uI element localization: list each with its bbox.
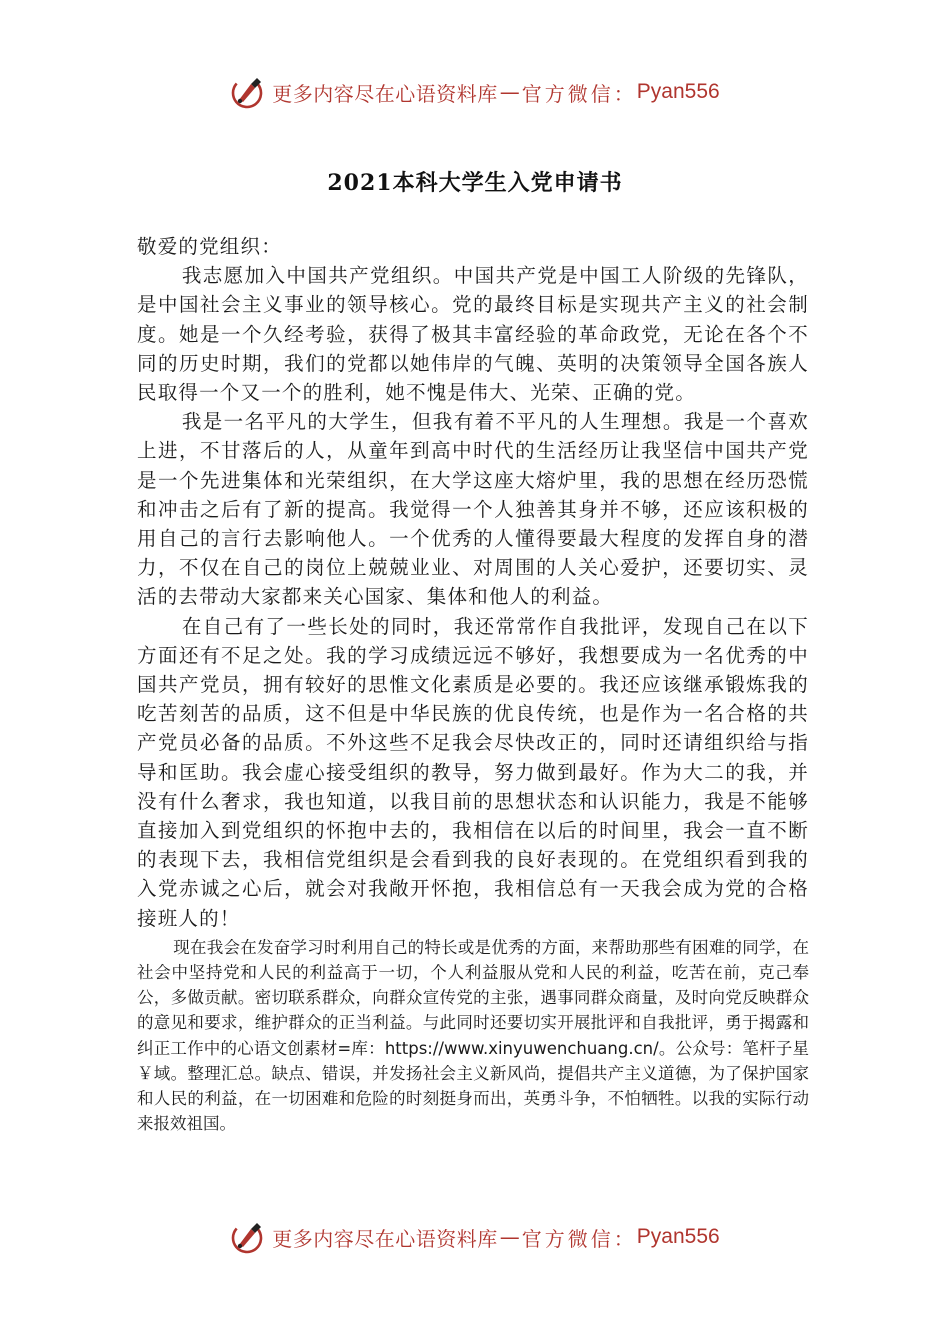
paragraph-4: 现在我会在发奋学习时利用自己的特长或是优秀的方面，来帮助那些有困难的同学，在社会中坚持党和人民的利益高于一切，个人利益服从党和人民的利益，吃苦在前，克己奉公，多做贡献。密切联系群众，向群众宣传党的主张，遇事同群众商量，及时向党反映群众的意见和要求，维护群众的正当利益。与此同时还要切实开展批评和自我批评，勇于揭露和纠正工作中的心语文创素材=库：https://www.xinyuwenchuang.cn/。公众号：笔杆子星￥域。整理汇总。缺点、错误，并发扬社会主义新风尚，提倡共产主义道德，为了保护国家和人民的利益，在一切困难和危险的时刻挺身而出，英勇斗争，不怕牺牲。以我的实际行动来报效祖国。 bbox=[137, 937, 809, 1134]
greeting: 敬爱的党组织： bbox=[137, 235, 282, 258]
document-title: 2021本科大学生入党申请书 bbox=[327, 170, 623, 196]
banner-separator: — bbox=[499, 1225, 520, 1249]
site-name-text: 更多内容尽在心语资料库 bbox=[272, 1226, 498, 1251]
paragraph-2: 我是一名平凡的大学生，但我有着不平凡的人生理想。我是一个喜欢上进，不甘落后的人，从童年到高中时代的生活经历让我坚信中国共产党是一个先进集体和光荣组织，在大学这座大熔炉里，我的思想在经历恐慌和冲击之后有了新的提高。我觉得一个人独善其身并不够，还应该积极的用自己的言行去影响他人。一个优秀的人懂得要最大程度的发挥自身的潜力，不仅在自己的岗位上兢兢业业、对周围的人关心爱护，还要切实、灵活的去带动大家都来关心国家、集体和他人的利益。 bbox=[137, 410, 809, 609]
header-banner bbox=[0, 70, 950, 114]
wechat-id: Pyan556 bbox=[636, 80, 720, 103]
brand-logo-icon bbox=[230, 74, 266, 110]
document-body bbox=[137, 232, 809, 1137]
brand-logo-icon bbox=[230, 1219, 266, 1255]
wechat-id: Pyan556 bbox=[636, 1225, 720, 1248]
banner-separator: — bbox=[499, 80, 520, 104]
official-label: 官方微信： bbox=[521, 1226, 637, 1251]
paragraph-1: 我志愿加入中国共产党组织。中国共产党是中国工人阶级的先锋队，是中国社会主义事业的领导核心。党的最终目标是实现共产主义的社会制度。她是一个久经考验，获得了极其丰富经验的革命政党，无论在各个不同的历史时期，我们的党都以她伟岸的气魄、英明的决策领导全国各族人民取得一个又一个的胜利，她不愧是伟大、光荣、正确的党。 bbox=[137, 264, 809, 405]
paragraph-3: 在自己有了一些长处的同时，我还常常作自我批评，发现自己在以下方面还有不足之处。我的学习成绩远远不够好，我想要成为一名优秀的中国共产党员，拥有较好的思惟文化素质是必要的。我还应该继承锻炼我的吃苦刻苦的品质，这不但是中华民族的优良传统，也是作为一名合格的共产党员必备的品质。不外这些不足我会尽快改正的，同时还请组织给与指导和匡助。我会虚心接受组织的教导，努力做到最好。作为大二的我，并没有什么奢求，我也知道，以我目前的思想状态和认识能力，我是不能够直接加入到党组织的怀抱中去的，我相信在以后的时间里，我会一直不断的表现下去，我相信党组织是会看到我的良好表现的。在党组织看到我的入党赤诚之心后，就会对我敞开怀抱，我相信总有一天我会成为党的合格接班人的！ bbox=[137, 614, 809, 930]
footer-banner bbox=[0, 1215, 950, 1259]
official-label: 官方微信： bbox=[521, 81, 637, 106]
site-name-text: 更多内容尽在心语资料库 bbox=[272, 81, 498, 106]
